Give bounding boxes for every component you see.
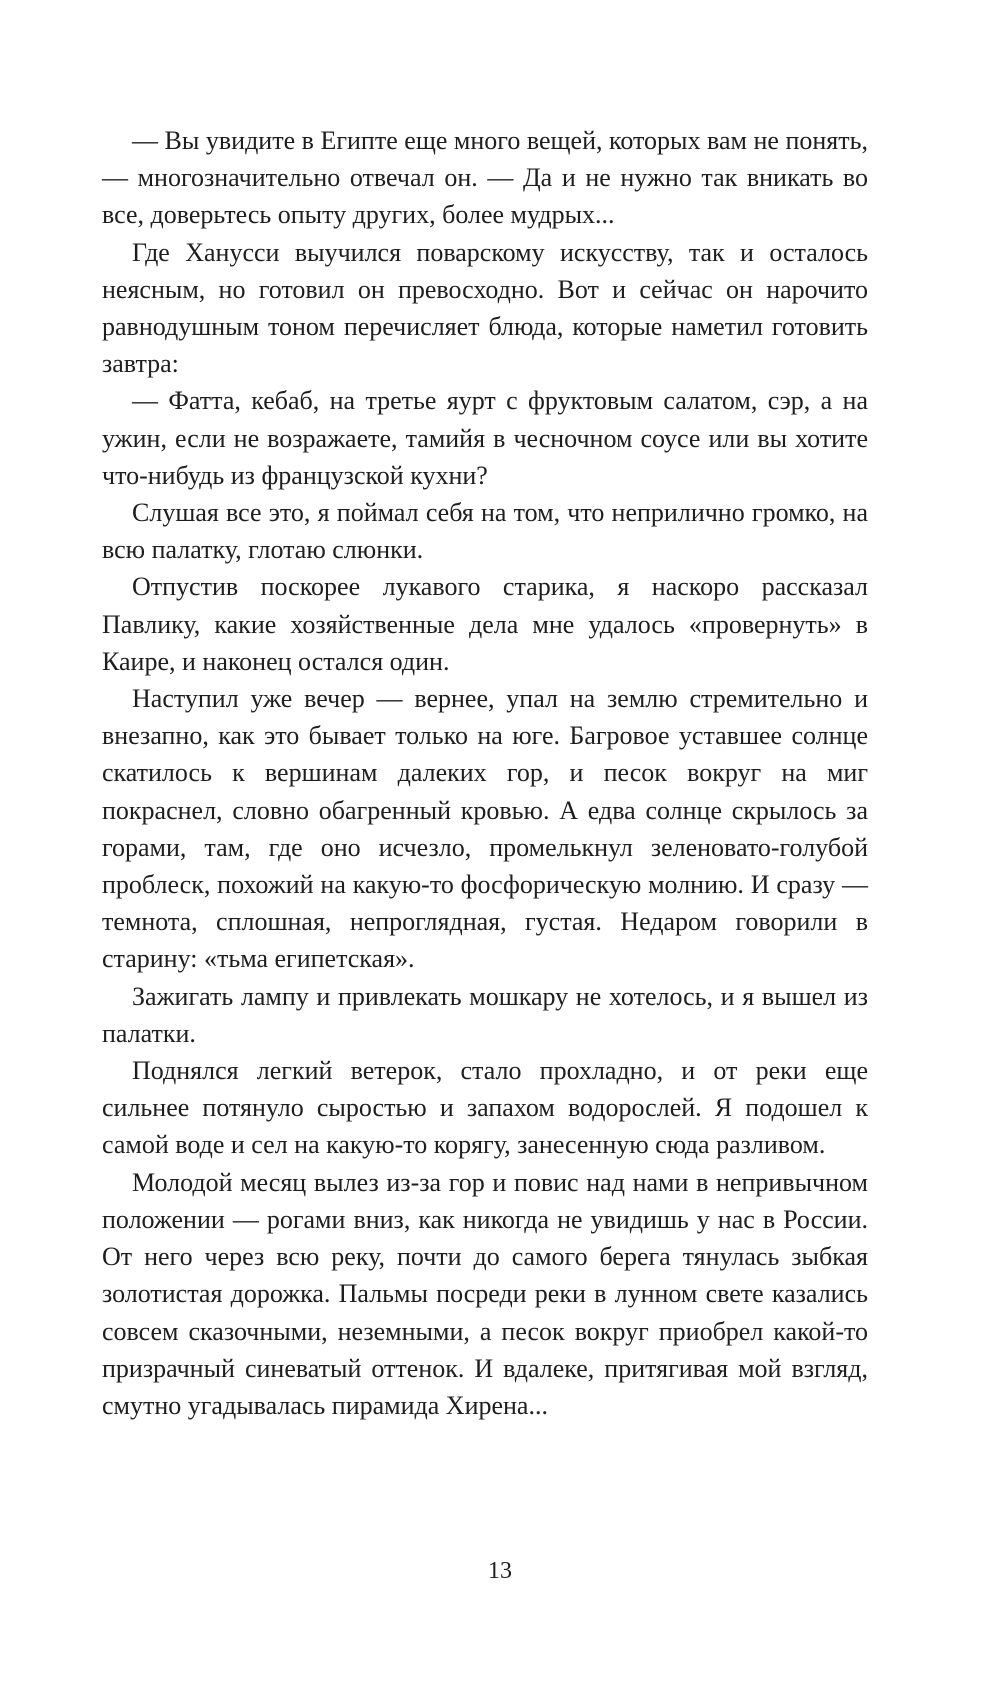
paragraph-7: Зажигать лампу и привлекать мошкару не хотелось, и я вышел из палатки. xyxy=(102,981,868,1048)
paragraph-6: Наступил уже вечер — вернее, упал на землю стремительно и внезапно, как это бывает только на юге. Багровое уставшее солнце скатилось к вершинам далеких гор, и песок вокруг на миг покраснел, словно обагренный кровью. А едва солнце скрылось за горами, там, где оно исчезло, промелькнул зеленовато-голубой проблеск, похожий на какую-то фосфорическую молнию. И сразу — темнота, сплошная, непроглядная, густая. Недаром говорили в старину: «тьма египетская». xyxy=(102,684,868,974)
paragraph-9: Молодой месяц вылез из-за гор и повис над нами в непривычном положении — рогами вниз, как никогда не увидишь у нас в России. От него через всю реку, почти до самого берега тянулась зыбкая золотистая дорожка. Пальмы посреди реки в лунном свете казались совсем сказочными, неземными, а песок вокруг приобрел какой-то призрачный синеватый оттенок. И вдалеке, притягивая мой взгляд, смутно угадывалась пирамида Хирена... xyxy=(102,1167,868,1420)
paragraph-2: Где Ханусси выучился поварскому искусству, так и осталось неясным, но готовил он превосходно. Вот и сейчас он нарочито равнодушным тоном перечисляет блюда, которые наметил готовить завтра: xyxy=(102,237,868,379)
page-number: 13 xyxy=(488,1558,512,1584)
paragraph-5: Отпустив поскорее лукавого старика, я наскоро рассказал Павлику, какие хозяйственные дела мне удалось «провернуть» в Каире, и наконец остался один. xyxy=(102,572,868,676)
page-text xyxy=(102,122,868,1424)
paragraph-3: — Фатта, кебаб, на третье яурт с фруктовым салатом, сэр, а на ужин, если не возражаете, тамийя в чесночном соусе или вы хотите что-нибудь из французской кухни? xyxy=(102,386,868,490)
paragraph-1: — Вы увидите в Египте еще много вещей, которых вам не понять, — многозначительно отвечал он. — Да и не нужно так вникать во все, доверьтесь опыту других, более мудрых... xyxy=(102,126,868,230)
paragraph-8: Поднялся легкий ветерок, стало прохладно, и от реки еще сильнее потянуло сыростью и запахом водорослей. Я подошел к самой воде и сел на какую-то корягу, занесенную сюда разливом. xyxy=(102,1056,868,1160)
paragraph-4: Слушая все это, я поймал себя на том, что неприлично громко, на всю палатку, глотаю слюнки. xyxy=(102,498,868,565)
